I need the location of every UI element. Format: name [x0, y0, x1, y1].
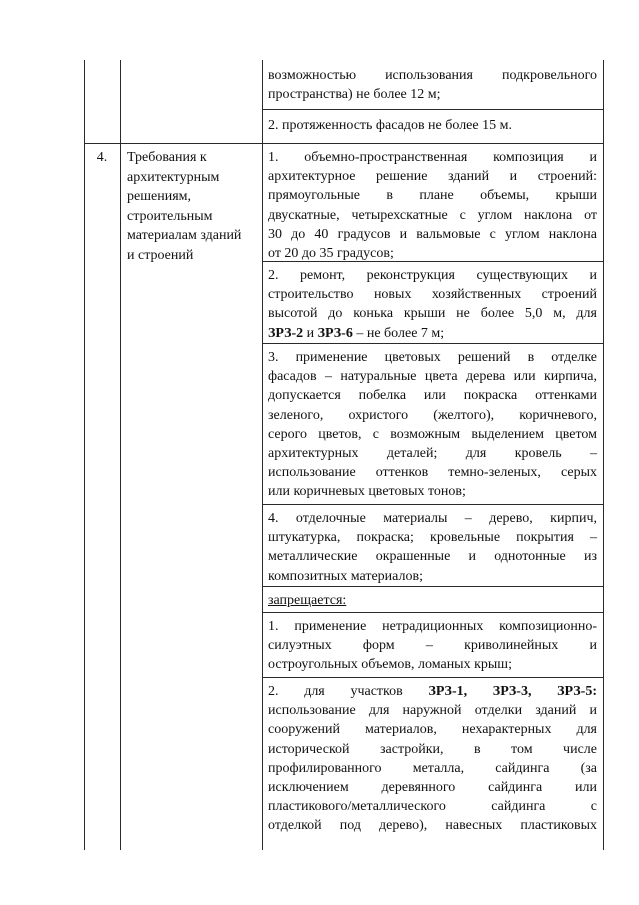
text-line: 1. применение нетрадиционных композиционно- [268, 619, 597, 634]
text-line: допускается побелка или покраска оттенками [268, 388, 597, 404]
cell-divider [262, 343, 604, 344]
text-line: металлические окрашенные и однотонные из [268, 549, 597, 565]
text-line: использование для наружной отделки зданий и [268, 703, 597, 719]
zone-codes: ЗРЗ-1, ЗРЗ-3, ЗРЗ-5: [428, 684, 597, 699]
text-line: 30 до 40 градусов и вальмовые с углом наклона [268, 226, 597, 242]
text-line: силуэтных форм – криволинейных и [268, 638, 597, 654]
cell-divider [262, 261, 604, 262]
zone-code: ЗРЗ-2 [268, 325, 304, 341]
cell-divider [262, 586, 604, 587]
text-line: возможностью использования подкровельного [268, 68, 597, 83]
text-line: 1. объемно-пространственная композиция и [268, 150, 597, 165]
text-line: серого цветов, с возможным выделением цветом [268, 426, 597, 442]
cell-divider [262, 612, 604, 613]
text-line: штукатурка, покраска; кровельные покрытия – [268, 530, 597, 546]
table-border-right [603, 60, 604, 850]
text-line: сооружений материалов, нехарактерных для [268, 722, 597, 738]
text-line: 2. ремонт, реконструкция существующих и [268, 268, 597, 283]
text-fragment: – не более 7 м; [352, 325, 445, 341]
text-line: использование оттенков темно-зеленых, серых [268, 465, 597, 481]
row-title [127, 148, 259, 265]
text-line [268, 682, 597, 701]
requirement-3 [268, 348, 597, 502]
cell-divider [262, 504, 604, 505]
cell-divider [262, 109, 604, 110]
text-line: прямоугольные в плане объемы, крыши [268, 188, 597, 204]
text-line [268, 324, 597, 343]
forbidden-2 [268, 682, 597, 836]
table-row-divider [84, 143, 604, 144]
text-line: исторической застройки, в том числе [268, 741, 597, 757]
text-line: 2. протяженность фасадов не более 15 м. [268, 118, 512, 133]
title-line: строительным [127, 208, 213, 224]
text-line: 4. отделочные материалы – дерево, кирпич, [268, 511, 597, 526]
text-line: фасадов – натуральные цвета дерева или кирпича, [268, 369, 597, 385]
row-number: 4. [96, 150, 108, 165]
text-line: пространства) не более 12 м; [268, 87, 441, 103]
text-line: строительство новых хозяйственных строений [268, 287, 597, 303]
text-line: профилированного металла, сайдинга (за [268, 760, 597, 776]
title-line: решениям, [127, 189, 191, 204]
requirement-4 [268, 509, 597, 586]
text-line: отделкой под дерево), навесных пластиковых [268, 818, 597, 834]
conjunction: и [303, 325, 318, 341]
text-line: архитектурное решение зданий и строений: [268, 169, 597, 185]
title-line: материалам зданий [127, 228, 242, 243]
text-line: пластикового/металлического сайдинга с [268, 799, 597, 815]
text-line: или коричневых цветовых тонов; [268, 484, 466, 500]
title-line: и строений [127, 247, 194, 263]
row-prev-item2 [268, 116, 597, 135]
text-line: исключением деревянного сайдинга или [268, 780, 597, 796]
text-line: двускатные, четырехскатные с углом наклона от [268, 207, 597, 223]
text-line: композитных материалов; [268, 568, 423, 584]
table-border-col1 [120, 60, 121, 850]
text-line: запрещается: [268, 593, 347, 608]
zone-code: ЗРЗ-6 [317, 325, 353, 341]
table-border-left [84, 60, 85, 850]
text-line: 3. применение цветовых решений в отделке [268, 350, 597, 365]
title-line: архитектурным [127, 169, 220, 185]
text-line: остроугольных объемов, ломаных крыш; [268, 657, 512, 673]
text-line: от 20 до 35 градусов; [268, 246, 394, 262]
text-line: зеленого, охристого (желтого), коричневого, [268, 407, 597, 423]
cell-divider [262, 677, 604, 678]
title-line: Требования к [127, 150, 207, 165]
forbidden-heading [268, 591, 597, 610]
text-line: высотой до конька крыши не более 5,0 м, для [268, 306, 597, 322]
table-border-col2 [262, 60, 263, 850]
requirement-1 [268, 148, 597, 263]
text-fragment: 2. для участков [268, 684, 429, 699]
requirement-2 [268, 266, 597, 343]
row-prev-text [268, 66, 597, 104]
text-line: архитектурных деталей; для кровель – [268, 446, 597, 462]
forbidden-1 [268, 617, 597, 675]
